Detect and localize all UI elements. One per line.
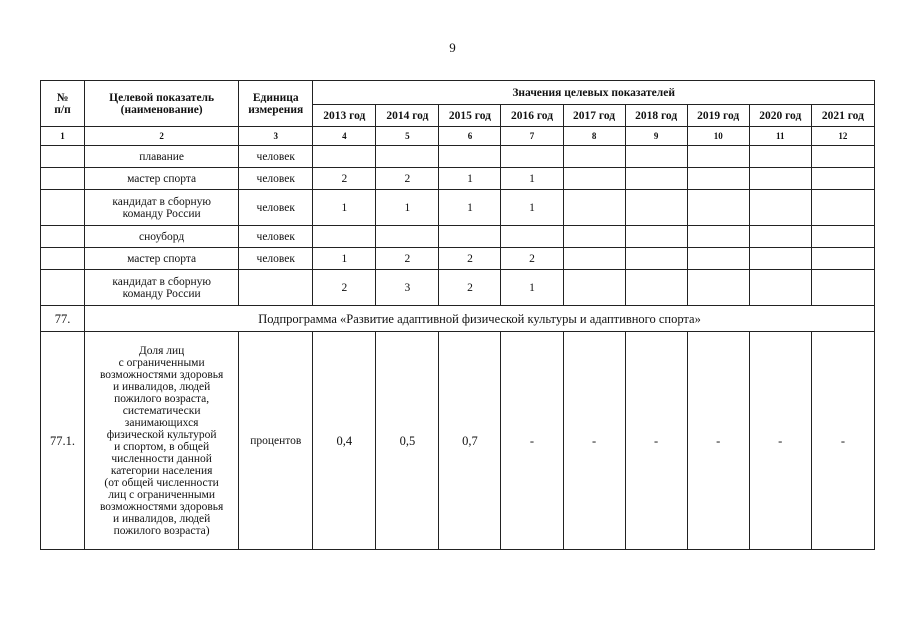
indicator-name: мастер спорта xyxy=(85,168,239,190)
value-cell xyxy=(687,248,749,270)
row-num: 77.1. xyxy=(41,332,85,550)
value-cell: 2 xyxy=(376,168,439,190)
value-cell xyxy=(749,190,811,226)
column-number-3: 4 xyxy=(313,127,376,146)
value-cell: 2 xyxy=(439,248,501,270)
value-cell xyxy=(439,226,501,248)
value-cell xyxy=(563,226,625,248)
value-cell xyxy=(439,146,501,168)
row-num xyxy=(41,146,85,168)
header-year-6: 2019 год xyxy=(687,105,749,127)
header-year-8: 2021 год xyxy=(811,105,874,127)
unit-cell: человек xyxy=(239,146,313,168)
header-year-3: 2016 год xyxy=(501,105,563,127)
target-indicators-table xyxy=(40,80,875,550)
value-cell xyxy=(376,146,439,168)
column-number-1: 2 xyxy=(85,127,239,146)
column-number-11: 12 xyxy=(811,127,874,146)
value-cell: 1 xyxy=(313,190,376,226)
row-num xyxy=(41,168,85,190)
header-unit: Единица измерения xyxy=(239,81,313,127)
value-cell xyxy=(749,168,811,190)
value-cell xyxy=(313,226,376,248)
value-cell: - xyxy=(687,332,749,550)
value-cell xyxy=(749,248,811,270)
value-cell xyxy=(563,248,625,270)
value-cell: 2 xyxy=(439,270,501,306)
value-cell: 0,7 xyxy=(439,332,501,550)
value-cell xyxy=(811,270,874,306)
column-number-5: 6 xyxy=(439,127,501,146)
value-cell xyxy=(501,226,563,248)
unit-cell: человек xyxy=(239,190,313,226)
value-cell: 2 xyxy=(501,248,563,270)
row-num xyxy=(41,270,85,306)
value-cell: 1 xyxy=(501,270,563,306)
table-row xyxy=(41,332,875,550)
value-cell: 3 xyxy=(376,270,439,306)
column-number-10: 11 xyxy=(749,127,811,146)
value-cell xyxy=(625,190,687,226)
row-num xyxy=(41,248,85,270)
column-number-8: 9 xyxy=(625,127,687,146)
table-row xyxy=(41,248,875,270)
value-cell: 1 xyxy=(501,190,563,226)
value-cell xyxy=(563,270,625,306)
unit-cell: человек xyxy=(239,168,313,190)
row-num xyxy=(41,190,85,226)
column-number-7: 8 xyxy=(563,127,625,146)
value-cell: 2 xyxy=(313,270,376,306)
value-cell xyxy=(687,190,749,226)
unit-cell: человек xyxy=(239,226,313,248)
column-number-9: 10 xyxy=(687,127,749,146)
value-cell: 1 xyxy=(376,190,439,226)
value-cell xyxy=(811,190,874,226)
column-number-4: 5 xyxy=(376,127,439,146)
value-cell: 2 xyxy=(313,168,376,190)
header-year-1: 2014 год xyxy=(376,105,439,127)
value-cell xyxy=(625,248,687,270)
unit-cell: процентов xyxy=(239,332,313,550)
value-cell xyxy=(501,146,563,168)
page-number: 9 xyxy=(449,40,456,55)
header-num: № п/п xyxy=(41,81,85,127)
column-numbers-row xyxy=(41,127,875,146)
indicator-name: кандидат в сборную команду России xyxy=(85,270,239,306)
row-num xyxy=(41,226,85,248)
value-cell xyxy=(687,270,749,306)
indicator-name: плавание xyxy=(85,146,239,168)
value-cell xyxy=(811,248,874,270)
value-cell xyxy=(625,146,687,168)
value-cell xyxy=(625,168,687,190)
value-cell: 1 xyxy=(501,168,563,190)
value-cell: 0,4 xyxy=(313,332,376,550)
indicator-name: мастер спорта xyxy=(85,248,239,270)
header-year-5: 2018 год xyxy=(625,105,687,127)
value-cell: 0,5 xyxy=(376,332,439,550)
value-cell xyxy=(749,146,811,168)
column-number-0: 1 xyxy=(41,127,85,146)
value-cell xyxy=(313,146,376,168)
value-cell xyxy=(811,226,874,248)
value-cell xyxy=(687,168,749,190)
value-cell xyxy=(376,226,439,248)
subprogram-title: Подпрограмма «Развитие адаптивной физической культуры и адаптивного спорта» xyxy=(85,306,875,332)
value-cell xyxy=(625,226,687,248)
subprogram-num: 77. xyxy=(41,306,85,332)
indicator-name: Доля лиц с ограниченными возможностями здоровья и инвалидов, людей пожилого возраста, систематически занимающихся физической культурой и спортом, в общей численности данной категории населения (от общей численности лиц с ограниченными возможностями здоровья и инвалидов, людей пожилого возраста) xyxy=(85,332,239,550)
value-cell: 1 xyxy=(313,248,376,270)
value-cell xyxy=(563,168,625,190)
header-year-0: 2013 год xyxy=(313,105,376,127)
value-cell xyxy=(749,226,811,248)
value-cell xyxy=(625,270,687,306)
header-year-2: 2015 год xyxy=(439,105,501,127)
value-cell xyxy=(563,190,625,226)
header-year-7: 2020 год xyxy=(749,105,811,127)
column-number-6: 7 xyxy=(501,127,563,146)
value-cell: - xyxy=(625,332,687,550)
unit-cell: человек xyxy=(239,248,313,270)
value-cell: - xyxy=(749,332,811,550)
unit-cell xyxy=(239,270,313,306)
table-row xyxy=(41,270,875,306)
subprogram-row xyxy=(41,306,875,332)
table-row xyxy=(41,168,875,190)
value-cell xyxy=(687,226,749,248)
value-cell xyxy=(811,168,874,190)
value-cell: - xyxy=(501,332,563,550)
value-cell xyxy=(563,146,625,168)
indicator-name: сноуборд xyxy=(85,226,239,248)
column-number-2: 3 xyxy=(239,127,313,146)
indicator-name: кандидат в сборную команду России xyxy=(85,190,239,226)
header-name: Целевой показатель (наименование) xyxy=(85,81,239,127)
value-cell: 1 xyxy=(439,168,501,190)
value-cell: - xyxy=(811,332,874,550)
value-cell: - xyxy=(563,332,625,550)
header-year-4: 2017 год xyxy=(563,105,625,127)
table-row xyxy=(41,190,875,226)
value-cell xyxy=(811,146,874,168)
value-cell: 1 xyxy=(439,190,501,226)
table-row xyxy=(41,226,875,248)
value-cell xyxy=(687,146,749,168)
value-cell: 2 xyxy=(376,248,439,270)
table-row xyxy=(41,146,875,168)
value-cell xyxy=(749,270,811,306)
header-values: Значения целевых показателей xyxy=(313,81,875,105)
